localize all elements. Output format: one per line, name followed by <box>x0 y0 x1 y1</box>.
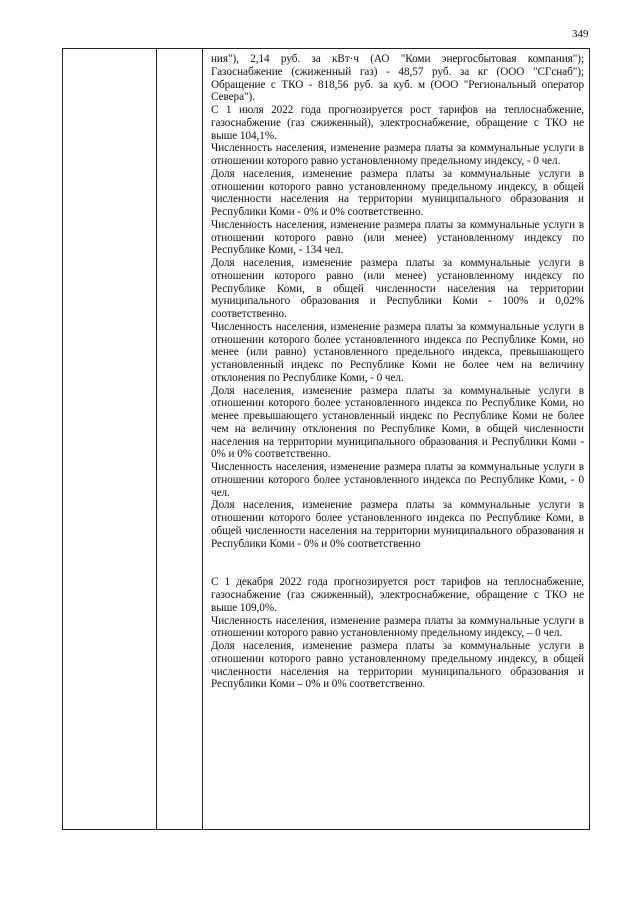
paragraph: Численность населения, изменение размера платы за коммунальные услуги в отношении которого более установленного индекса по Республике Коми, но менее (или равно) установленного предельного индекса, превышающего установленный индекс по Республике Коми не более чем на величину отклонения по Республике Коми, - 0 чел. <box>211 320 584 384</box>
table-column-2 <box>157 49 203 829</box>
paragraph: С 1 июля 2022 года прогнозируется рост тарифов на теплоснабжение, газоснабжение (газ сжиженный), электроснабжение, обращение с ТКО не выше 104,1%. <box>211 104 584 142</box>
blank-line <box>211 550 584 563</box>
paragraph: Доля населения, изменение размера платы за коммунальные услуги в отношении которого равно (или менее) установленному индексу по Республике Коми, в общей численности населения на территории муниципального образования и Республики Коми - 100% и 0,02% соответственно. <box>211 257 584 320</box>
document-table <box>62 48 590 830</box>
blank-line <box>211 563 584 576</box>
paragraph: ния"), 2,14 руб. за кВт·ч (АО "Коми энергосбытовая компания"); Газоснабжение (сжиженный газ) - 48,57 руб. за кг (ООО "СГснаб"); Обращение с ТКО - 818,56 руб. за куб. м (ООО "Региональный оператор Севера"). <box>211 53 584 104</box>
paragraph: Доля населения, изменение размера платы за коммунальные услуги в отношении которого равно установленному предельному индексу, в общей численности населения на территории муниципального образования и Республики Коми – 0% и 0% соответственно. <box>211 640 584 691</box>
paragraph: Численность населения, изменение размера платы за коммунальные услуги в отношении которого равно установленному предельному индексу, - 0 чел. <box>211 142 584 167</box>
page-number: 349 <box>572 28 589 40</box>
paragraph: Численность населения, изменение размера платы за коммунальные услуги в отношении которого более установленного индекса по Республике Коми, - 0 чел. <box>211 461 584 499</box>
paragraph: Доля населения, изменение размера платы за коммунальные услуги в отношении которого более установленного индекса по Республике Коми, но менее превышающего установленный индекс по Республике Коми не более чем на величину отклонения по Республике Коми, в общей численности населения на территории муниципального образования и Республики Коми - 0% и 0% соответственно. <box>211 384 584 461</box>
table-column-3-text <box>211 53 584 691</box>
table-column-1 <box>63 49 157 829</box>
paragraph: Численность населения, изменение размера платы за коммунальные услуги в отношении которого равно (или менее) установленному индексу по Республике Коми, - 134 чел. <box>211 218 584 257</box>
paragraph: Доля населения, изменение размера платы за коммунальные услуги в отношении которого более установленного индекса по Республике Коми, в общей численности населения на территории муниципального образования и Республики Коми - 0% и 0% соответственно <box>211 499 584 550</box>
paragraph: Численность населения, изменение размера платы за коммунальные услуги в отношении которого равно установленному предельному индексу, – 0 чел. <box>211 614 584 640</box>
paragraph: Доля населения, изменение размера платы за коммунальные услуги в отношении которого равно установленному предельному индексу, в общей численности населения на территории муниципального образования и Республики Коми - 0% и 0% соответственно. <box>211 167 584 218</box>
paragraph: С 1 декабря 2022 года прогнозируется рост тарифов на теплоснабжение, газоснабжение (газ сжиженный), электроснабжение, обращение с ТКО не выше 109,0%. <box>211 576 584 614</box>
